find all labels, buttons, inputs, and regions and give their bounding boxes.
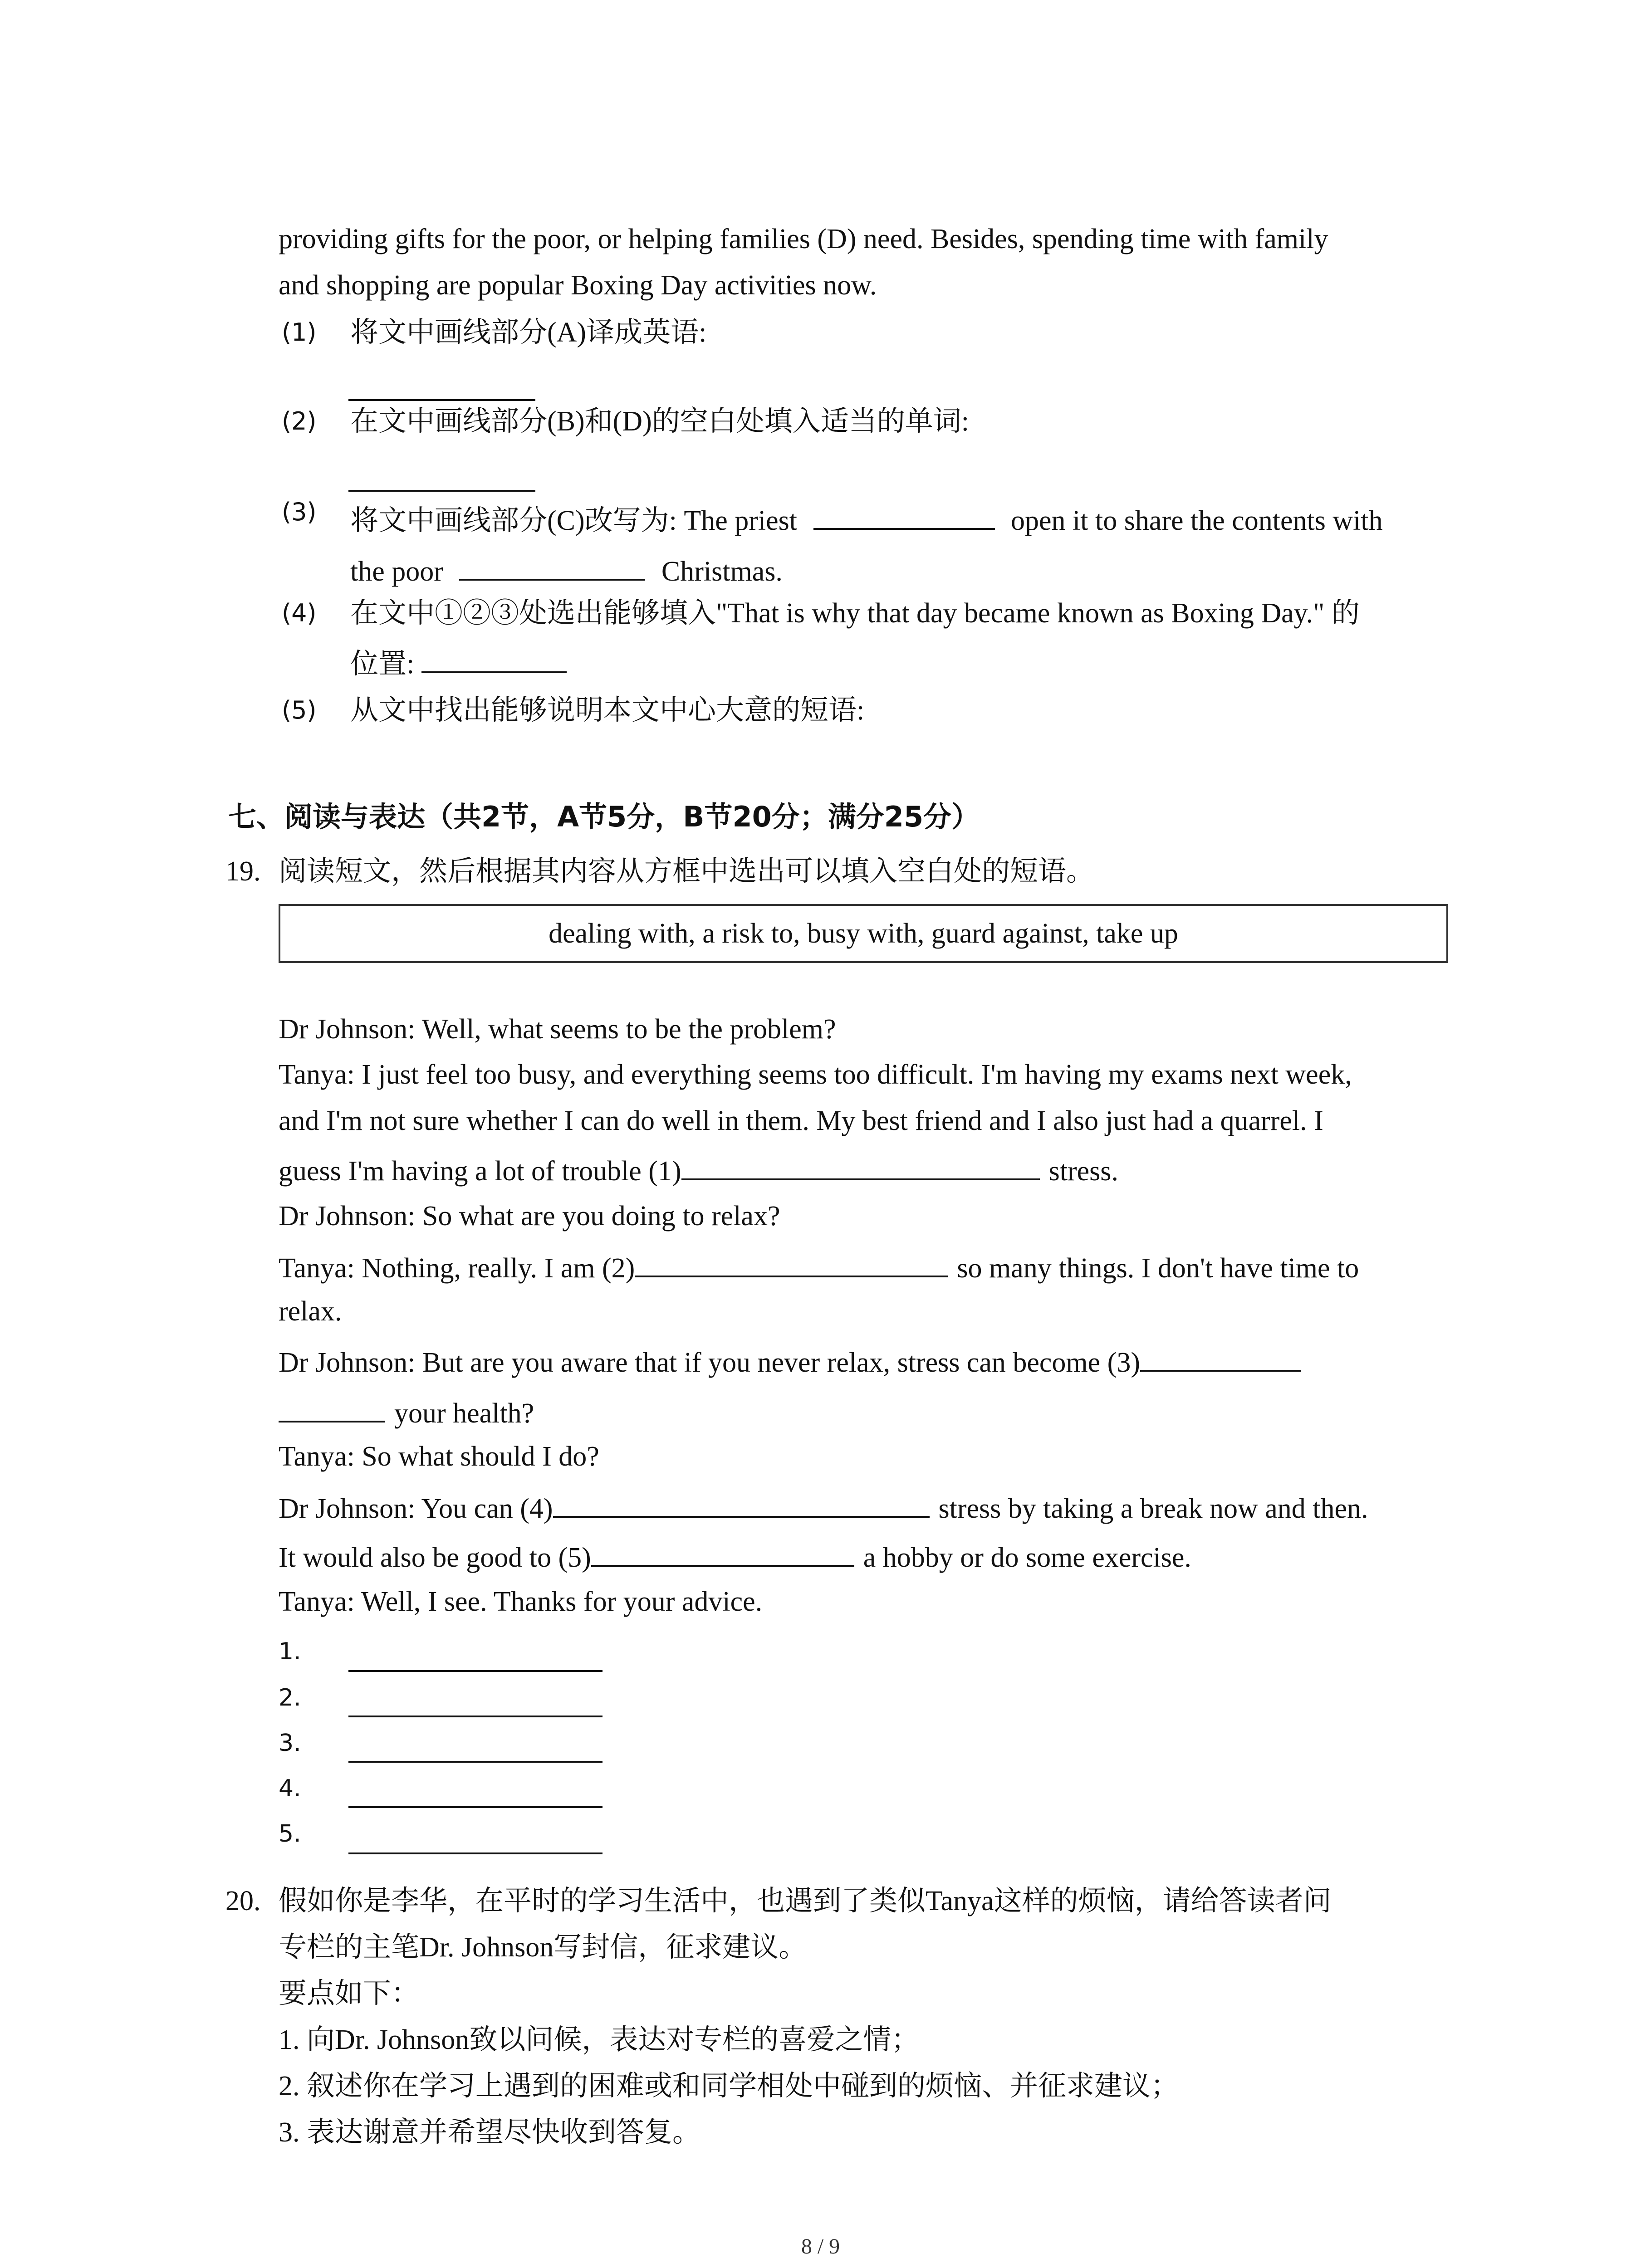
dialogue-line: and I'm not sure whether I can do well in them. My best friend and I also just had a quarrel. I [279, 1105, 1323, 1136]
point-item: 1. 向Dr. Johnson致以问候，表达对专栏的喜爱之情； [279, 2024, 920, 2055]
dialogue-line: Dr Johnson: So what are you doing to relax? [279, 1201, 780, 1232]
dialogue-text: so many things. I don't have time to [957, 1253, 1359, 1284]
question-number: (5) [282, 696, 317, 724]
dialogue-line: Tanya: I just feel too busy, and everything seems too difficult. I'm having my exams next week, [279, 1059, 1352, 1090]
answer-number: 4. [279, 1775, 301, 1802]
dialogue-line: relax. [279, 1296, 342, 1327]
dialogue-line: Tanya: Well, I see. Thanks for your advice. [279, 1586, 763, 1617]
question-text: 将文中画线部分(A)译成英语: [350, 317, 707, 348]
dialogue-line: Tanya: So what should I do? [279, 1441, 599, 1472]
dialogue-line [279, 1347, 1301, 1377]
question-text-part: the poor [350, 556, 443, 587]
question-number: 19. [225, 856, 261, 887]
dialogue-line [279, 1156, 1118, 1185]
question-text: 阅读短文，然后根据其内容从方框中选出可以填入空白处的短语。 [279, 856, 1095, 887]
dialogue-text: Dr Johnson: You can (4) [279, 1493, 553, 1524]
answer-blank[interactable] [348, 1853, 603, 1854]
dialogue-line [279, 1493, 1368, 1523]
dialogue-text: your health? [394, 1398, 534, 1429]
answer-blank[interactable] [681, 1156, 1040, 1180]
answer-blank[interactable] [348, 399, 535, 401]
answer-blank[interactable] [279, 1398, 385, 1422]
answer-blank[interactable] [1140, 1347, 1301, 1372]
question-text-part: 位置: [350, 649, 415, 679]
question-text: 假如你是李华，在平时的学习生活中，也遇到了类似Tanya这样的烦恼，请给答读者问 [279, 1886, 1332, 1916]
question-text [350, 649, 567, 678]
question-text: 在文中①②③处选出能够填入"That is why that day became known as Boxing Day." 的 [350, 598, 1360, 629]
question-number: (2) [282, 407, 317, 435]
points-title: 要点如下： [279, 1978, 420, 2009]
question-text-part: Christmas. [661, 556, 783, 587]
question-text-part: 将文中画线部分(C)改写为: The priest [350, 505, 798, 536]
question-number: (1) [282, 318, 317, 347]
answer-blank[interactable] [421, 649, 567, 673]
question-text [350, 505, 1383, 535]
question-text: 从文中找出能够说明本文中心大意的短语: [350, 695, 865, 726]
answer-blank[interactable] [591, 1542, 854, 1567]
point-item: 3. 表达谢意并希望尽快收到答复。 [279, 2117, 701, 2148]
answer-blank[interactable] [348, 1761, 603, 1763]
question-text: 专栏的主笔Dr. Johnson写封信，征求建议。 [279, 1932, 807, 1963]
question-number: (4) [282, 599, 317, 627]
dialogue-text: stress. [1048, 1156, 1118, 1187]
answer-number: 5. [279, 1820, 301, 1848]
answer-blank[interactable] [553, 1493, 930, 1518]
answer-blank[interactable] [348, 1806, 603, 1808]
answer-number: 3. [279, 1730, 301, 1757]
dialogue-line [279, 1542, 1191, 1572]
page-number: 8 / 9 [801, 2234, 840, 2258]
dialogue-text: Tanya: Nothing, really. I am (2) [279, 1253, 635, 1284]
answer-blank[interactable] [348, 1670, 603, 1672]
point-item: 2. 叙述你在学习上遇到的困难或和同学相处中碰到的烦恼、并征求建议； [279, 2071, 1179, 2102]
answer-number: 2. [279, 1684, 301, 1711]
answer-blank[interactable] [635, 1253, 948, 1277]
answer-blank[interactable] [813, 505, 995, 530]
answer-blank[interactable] [459, 556, 645, 581]
question-number: 20. [225, 1886, 261, 1916]
dialogue-line: Dr Johnson: Well, what seems to be the problem? [279, 1014, 836, 1045]
question-text-part: open it to share the contents with [1011, 505, 1383, 536]
dialogue-line [279, 1253, 1359, 1282]
dialogue-text: stress by taking a break now and then. [938, 1493, 1368, 1524]
answer-blank[interactable] [348, 1716, 603, 1717]
answer-number: 1. [279, 1638, 301, 1665]
dialogue-text: guess I'm having a lot of trouble (1) [279, 1156, 681, 1187]
word-box [279, 904, 1448, 963]
question-text [350, 556, 783, 586]
word-box-text: dealing with, a risk to, busy with, guard against, take up [549, 918, 1178, 949]
answer-blank[interactable] [348, 490, 535, 492]
section-heading: 七、阅读与表达（共2节，A节5分，B节20分；满分25分） [228, 800, 980, 833]
passage-line: providing gifts for the poor, or helping families (D) need. Besides, spending time with family [279, 224, 1328, 254]
dialogue-text: Dr Johnson: But are you aware that if you never relax, stress can become (3) [279, 1347, 1140, 1378]
dialogue-line [279, 1398, 534, 1427]
dialogue-text: a hobby or do some exercise. [863, 1542, 1191, 1573]
passage-line: and shopping are popular Boxing Day activities now. [279, 270, 877, 301]
dialogue-text: It would also be good to (5) [279, 1542, 591, 1573]
question-number: (3) [282, 498, 317, 526]
question-text: 在文中画线部分(B)和(D)的空白处填入适当的单词: [350, 406, 969, 437]
